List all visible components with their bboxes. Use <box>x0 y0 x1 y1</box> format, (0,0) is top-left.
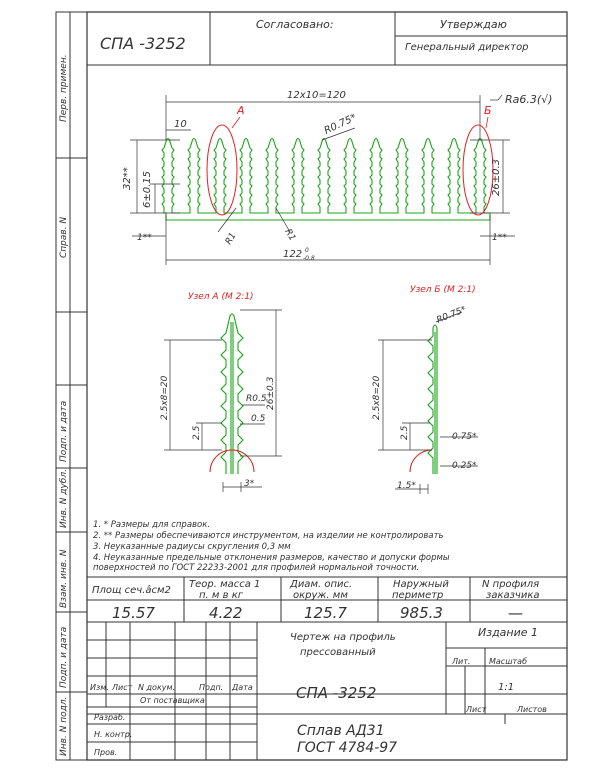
param-value-diameter: 125.7 <box>304 604 347 622</box>
profile-outline-main <box>162 139 490 221</box>
col-change: Изм. <box>90 683 109 692</box>
col-sign: Подп. <box>199 683 224 692</box>
side-label-sign-date-1: Подп. и дата <box>59 400 69 462</box>
callout-a-ellipse <box>207 125 237 215</box>
profile-main-view <box>122 90 552 265</box>
dim-offset-right: 1** <box>492 233 507 243</box>
node-a-step: 2.5 <box>192 425 202 440</box>
row-developer: Разраб. <box>94 713 126 722</box>
node-b-radius: R0.75* <box>435 304 468 326</box>
dim-tip-radius: R0.75* <box>322 112 359 137</box>
director-label: Генеральный директор <box>405 42 529 53</box>
dim-r1-right: R1 <box>282 227 298 243</box>
row-checked: Пров. <box>94 748 118 757</box>
note-4: 4. Неуказанные предельные отклонения размеров, качество и допуски формы <box>93 553 450 563</box>
side-label-repl-inv: Взам. инв. N <box>59 549 69 608</box>
title-material-alloy: Сплав АД31 <box>297 723 385 739</box>
node-a-root-arc <box>210 450 254 472</box>
side-label-dup-inv: Инв. N дубл. <box>59 469 69 528</box>
side-label-ref-no: Справ. N <box>59 216 69 258</box>
param-value-area: 15.57 <box>112 604 155 622</box>
top-stamp-code: СПА -3252 <box>100 34 186 53</box>
dim-width-total: 122 <box>283 249 303 260</box>
param-header-diam-2: окруж. мм <box>293 590 348 601</box>
roughness-mark: Ra6.3(√) <box>505 93 553 106</box>
title-sheet-label: Лист <box>466 705 487 714</box>
from-supplier-label: От поставщика <box>140 696 205 705</box>
node-a-thickness: 0.5 <box>251 414 266 424</box>
node-a-title: Узел А (М 2:1) <box>188 292 254 302</box>
callout-b-label: Б <box>484 104 492 117</box>
side-label-orig-inv: Инв. N подл. <box>59 696 69 756</box>
node-a-height: 26±0.3 <box>266 376 276 410</box>
col-doc-no: N докум. <box>138 683 176 692</box>
title-block-code: СПА -3252 <box>296 684 377 702</box>
detail-node-b <box>372 285 478 494</box>
node-a-base: 3* <box>244 479 255 489</box>
side-label-first-use: Перв. примен. <box>59 54 69 122</box>
param-value-profile-no: — <box>508 604 523 622</box>
node-b-title: Узел Б (М 2:1) <box>410 285 476 295</box>
col-sheet: Лист <box>112 683 133 692</box>
dim-fin-height: 26±0.3 <box>491 158 502 196</box>
callout-b-ellipse <box>463 125 493 215</box>
node-a-pitch: 2.5x8=20 <box>160 375 170 420</box>
title-edition: Издание 1 <box>478 626 539 639</box>
param-header-perim-1: Наружный <box>393 579 449 590</box>
notes <box>93 520 450 573</box>
dim-overall-pitch: 12x10=120 <box>287 90 346 101</box>
note-3: 3. Неуказанные радиусы скругления 0,3 мм <box>93 542 291 552</box>
dim-width-tol-bottom: -0.8 <box>303 255 315 262</box>
param-header-profile-2: заказчика <box>486 590 540 601</box>
title-sheets-label: Листов <box>517 705 547 714</box>
dim-offset-left: 1** <box>137 233 152 243</box>
dim-width-tol-top: 0 <box>305 247 309 254</box>
note-4-cont: поверхностей по ГОСТ 22233-2001 для профилей нормальной точности. <box>93 563 420 573</box>
profile-outline-node-b <box>428 325 437 474</box>
row-norm-control: Н. контр. <box>94 730 133 739</box>
title-name-line2: прессованный <box>300 647 376 658</box>
approved-label: Утверждаю <box>440 18 507 31</box>
param-value-mass: 4.22 <box>209 604 243 622</box>
node-b-dim-a: 0.75* <box>452 432 477 442</box>
param-header-diam-1: Диам. опис. <box>290 579 353 590</box>
agreed-label: Согласовано: <box>256 18 334 31</box>
detail-node-a <box>160 292 282 492</box>
callout-a-label: А <box>237 104 245 117</box>
dim-height-base: 6±0.15 <box>142 170 153 208</box>
node-b-base: 1.5* <box>397 481 416 491</box>
params-values <box>112 604 523 622</box>
node-b-pitch: 2.5x8=20 <box>372 375 382 420</box>
params-headers <box>92 579 540 601</box>
dim-r1-left: R1 <box>223 231 239 247</box>
col-date: Дата <box>232 683 253 692</box>
param-header-perim-2: периметр <box>392 590 444 601</box>
title-scale-value: 1:1 <box>498 682 515 693</box>
side-label-sign-date-2: Подп. и дата <box>59 626 69 688</box>
param-header-profile-1: N профиля <box>482 579 540 590</box>
title-material-gost: ГОСТ 4784-97 <box>297 740 398 756</box>
param-value-perimeter: 985.3 <box>400 604 443 622</box>
side-stamp-labels <box>59 54 69 756</box>
note-1: 1. * Размеры для справок. <box>93 520 211 530</box>
dim-height-total: 32** <box>122 167 133 190</box>
title-name-line1: Чертеж на профиль <box>290 632 396 643</box>
node-a-radius: R0.5 <box>246 394 267 404</box>
title-lit-label: Лит. <box>452 657 471 666</box>
node-b-step: 2.5 <box>400 425 410 440</box>
node-b-dim-b: 0.25* <box>452 461 477 471</box>
dim-pitch: 10 <box>174 119 187 130</box>
title-block-columns <box>90 683 253 692</box>
param-header-mass-2: п. м в кг <box>199 590 243 601</box>
note-2: 2. ** Размеры обеспечиваются инструментом, на изделии не контролировать <box>93 531 444 541</box>
param-header-mass-1: Теор. масса 1 <box>189 579 261 590</box>
param-header-area: Площ сеч.âсм2 <box>92 585 171 596</box>
title-scale-label: Масштаб <box>489 657 528 666</box>
